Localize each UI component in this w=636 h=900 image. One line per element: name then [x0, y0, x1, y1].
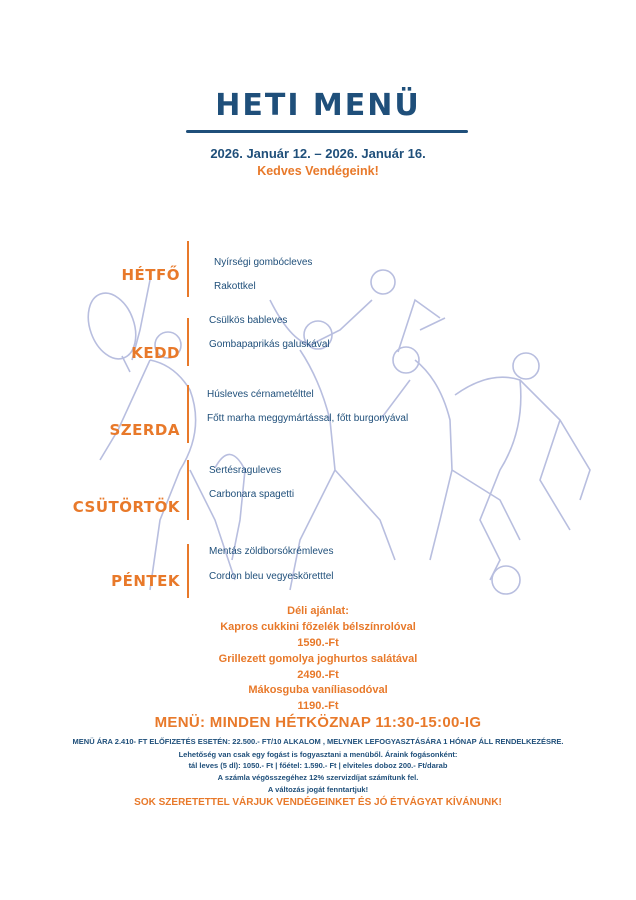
- day-tuesday: KEDD: [131, 344, 180, 362]
- thursday-main: Carbonara spagetti: [209, 489, 295, 500]
- offer-name: Kapros cukkini főzelék bélszínrolóval: [220, 621, 416, 633]
- day-divider: [187, 241, 189, 297]
- page-title: HETI MENÜ: [215, 88, 421, 123]
- day-divider: [187, 544, 189, 598]
- day-divider: [187, 318, 189, 366]
- wednesday-soup: Húsleves cérnametélttel: [207, 389, 314, 400]
- runner-body-outline: [455, 377, 590, 580]
- friday-main: Cordon bleu vegyesköretttel: [209, 571, 334, 582]
- friday-soup: Mentás zöldborsókrémleves: [209, 546, 334, 557]
- menu-price-info: MENÜ ÁRA 2.410- FT ELŐFIZETÉS ESETÉN: 22.500.- FT/10 ALKALOM , MELYNEK LEFOGYASZTÁSÁRA 1 HÓNAP ÁLL RENDELKEZÉSRE.: [72, 737, 564, 746]
- football-icon: [492, 566, 520, 594]
- monday-soup: Nyírségi gombócleves: [214, 257, 313, 268]
- thursday-soup: Sertésraguleves: [209, 465, 282, 476]
- offer-name: Mákosguba vaníliasodóval: [248, 684, 388, 696]
- day-thursday: CSÜTÖRTÖK: [72, 498, 180, 516]
- menu-note: tál leves (5 dl): 1050.- Ft | főétel: 1.590.- Ft | elviteles doboz 200.- Ft/darab: [188, 761, 448, 770]
- day-wednesday: SZERDA: [109, 421, 180, 439]
- tuesday-main: Gombapaprikás galuskával: [209, 339, 330, 350]
- day-friday: PÉNTEK: [111, 572, 180, 590]
- monday-main: Rakottkel: [214, 281, 256, 292]
- date-range: 2026. Január 12. – 2026. Január 16.: [210, 146, 426, 161]
- menu-hours: MENÜ: MINDEN HÉTKÖZNAP 11:30-15:00-IG: [154, 714, 482, 731]
- ball-icon: [371, 270, 395, 294]
- day-divider: [187, 460, 189, 520]
- offer-name: Grillezett gomolya joghurtos salátával: [218, 653, 418, 665]
- tuesday-soup: Csülkös bableves: [209, 315, 288, 326]
- volleyball-arm-outline: [420, 318, 445, 330]
- offer-price: 1190.-Ft: [297, 700, 339, 712]
- day-monday: HÉTFŐ: [121, 266, 180, 284]
- volleyball-body-outline: [380, 300, 520, 560]
- runner-head-outline: [513, 353, 539, 379]
- wednesday-main: Főtt marha meggymártással, főtt burgonyával: [207, 413, 409, 424]
- closing-message: SOK SZERETETTEL VÁRJUK VENDÉGEINKET ÉS JÓ ÉTVÁGYAT KÍVÁNUNK!: [134, 797, 502, 808]
- menu-note: Lehetőség van csak egy fogást is fogyasztani a menüből. Áraink fogásonként:: [178, 750, 458, 759]
- greeting: Kedves Vendégeink!: [257, 164, 379, 178]
- title-underline: [186, 130, 468, 133]
- menu-note: A számla végösszegéhez 12% szervizdíjat számítunk fel.: [217, 773, 419, 782]
- offer-price: 2490.-Ft: [297, 669, 339, 681]
- offer-price: 1590.-Ft: [297, 637, 339, 649]
- menu-note: A változás jogát fenntartjuk!: [267, 785, 369, 794]
- day-divider: [187, 385, 189, 443]
- offers-heading: Déli ajánlat:: [287, 605, 349, 617]
